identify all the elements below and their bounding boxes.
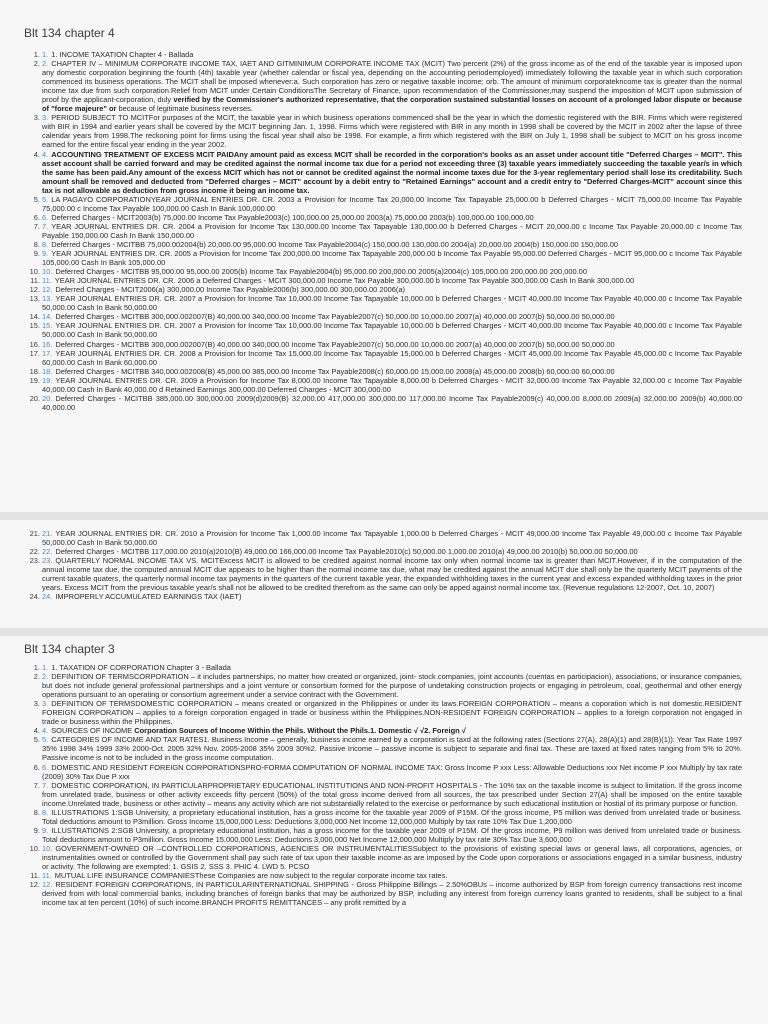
list-item [42, 113, 742, 149]
slide-link-number[interactable]: 14. [42, 312, 53, 322]
list-item [42, 340, 742, 349]
list-item [42, 321, 742, 339]
slide-link-number[interactable]: 9. [42, 825, 49, 835]
item-text: DEFINITION OF TERMSDOMESTIC CORPORATION – means created or organized in the Philippines or under its laws.FOREIGN CORPORATION – means a coporation which is not domestic.RESIDENT FOREIGN CORPORATION – applies to a foreign corporation engaged in trade or business within the Philippines.NON-RESIDENT FOREIGN CORPORATION – applies to a foreign corporation not engaged in trade or business within the Philippines. [42, 699, 742, 727]
slide-link-number[interactable]: 12. [42, 285, 53, 295]
document-title: Blt 134 chapter 3 [24, 642, 115, 656]
slide-text-list [26, 529, 742, 601]
item-tail-text: because of legitimate business reverses. [116, 104, 253, 114]
slide-link-number[interactable]: 10. [42, 267, 53, 277]
item-text: Deferred Charges - MCITBB 300,000.002007(B) 40,000.00 340,000.00 Income Tax Payable2007(c) 50,000.00 10,000.00 2007(a) 40,000.00 2007(b) 50,000.00 50,000.00 [55, 339, 615, 349]
item-text: Deferred Charges - MCITBB 95,000.00 95,000.00 2005(b) Income Tax Payable2004(b) 95,000.00 200,000.00 2005(a)2004(c) 105,000.00 200,000.00 200,000.00 [55, 267, 587, 277]
item-text: PERIOD SUBJECT TO MCITFor purposes of the MCIT, the taxable year in which business operations commenced shall be the year in which the domestic registered with the BIR. Firms which were registered with BIR in 1994 and earlier years shall be covered by the MCIT beginning Jan. 1, 1998. Firms which were registered with BIR in any month in 1998 shall be covered by the MCIT in 2002 after the lapse of three calendar years from 1998.The reckoning point for firms using the fiscal year shall also be 1998. For example, a firm which registered with the BIR on July 1, 1998 shall be subject to MCIT on his gross income earned for the entire fiscal year ending in the year 2002. [42, 113, 742, 150]
list-item [42, 349, 742, 367]
slide-link-number[interactable]: 13. [42, 294, 53, 304]
list-item [42, 249, 742, 267]
list-item [42, 808, 742, 826]
slide-link-number[interactable]: 17. [42, 348, 53, 358]
slide-link-number[interactable]: 8. [42, 807, 49, 817]
slide-link-number[interactable]: 2. [42, 59, 49, 69]
list-item [42, 195, 742, 213]
slide-link-number[interactable]: 4. [42, 726, 49, 736]
item-text: YEAR JOURNAL ENTRIES DR. CR. 2006 a Deferred Charges - MCIT 300,000.00 Income Tax Payable 300,000.00 b Income Tax Payable 300,000.00 Cash In Bank 300,000.00 [54, 276, 635, 286]
slide-link-number[interactable]: 20. [42, 393, 53, 403]
list-item [42, 826, 742, 844]
slide-link-number[interactable]: 21. [42, 529, 53, 538]
slide-link-number[interactable]: 24. [42, 592, 53, 602]
item-text: Deferred Charges - MCITBB 117,000.00 2010(a)2010(B) 49,000.00 166,000.00 Income Tax Payable2010(c) 50,000.00 1,000.00 2010(a) 49,000.00 2010(b) 50,000.00 50,000.00 [55, 547, 638, 557]
slide-link-number[interactable]: 8. [42, 239, 49, 249]
list-item [42, 592, 742, 601]
list-item [42, 699, 742, 726]
list-item [42, 213, 742, 222]
slide-link-number[interactable]: 5. [42, 735, 49, 745]
item-text: Deferred Charges - MCITBB 75,000.002004(b) 20,000.00 95,000.00 Income Tax Payable2004(c) 150,000.00 130,000.00 2004(a) 20,000.00 2004(b) 150,000.00 150,000.00 [51, 239, 618, 249]
list-item [42, 844, 742, 871]
slide-link-number[interactable]: 15. [42, 321, 53, 331]
slide-link-number[interactable]: 9. [42, 249, 49, 259]
list-item [42, 394, 742, 412]
slide-link-number[interactable]: 1. [42, 50, 49, 59]
slide-text-list [26, 50, 742, 412]
item-bold-text: Corporation Sources of Income Within the Phils. Without the Phils.1. Domestic √ √2. Foreign √ [134, 726, 466, 736]
item-text: DOMESTIC AND RESIDENT FOREIGN CORPORATIONSPRO-FORMA COMPUTATION OF NORMAL INCOME TAX: Gross Income P xxx Less: Allowable Deductions xxx Net income P xxx Multiply by tax rate (2009) 30% Tax Due P xxx [42, 762, 742, 781]
list-item [42, 781, 742, 808]
slide-link-number[interactable]: 3. [42, 113, 49, 123]
item-text: DOMESTIC CORPORATION, IN PARTICULARPROPRIETARY EDUCATIONAL INSTITUTIONS AND NON-PROFIT HOSPITALS - The 10% tax on the taxable income is subject to limitation. If the gross income from unrelated trade, business or other activity exceeds fifty percent (50%) of the total gross income derived from all sources, the tax prescribed under Section 27(A) shall be imposed on the entire taxable income.Unrelated trade, business or other activity – means any activity which are not substantially related to the exercise or performance by such educational institution or hostial of its primary purpose or function. [42, 780, 742, 808]
list-item [42, 50, 742, 59]
slide-link-number[interactable]: 12. [42, 880, 53, 890]
item-text: YEAR JOURNAL ENTRIES DR. CR. 2005 a Provision for Income Tax 200,000.00 Income Tax Tapayable 200,000.00 b Income Tax Payable 95,000.00 Deferred Charges - MCIT 95,000.00 c Income Tax Payable 105,000.00 Cash In Bank 105,000.00 [42, 249, 742, 268]
item-text: GOVERNMENT-OWNED OR –CONTROLLED CORPORATIONS, AGENCIES OR INSTRUMENTALITIESSubject to the provisions of existing special laws or general laws, all corporations, agencies, or instrumentalities owned or controlled by the Government shall pay such rate of tax upon their taxable income as are imposed by the Code upon corporations or associations engaged in a similar business, industry or activity. The following are exempted: 1. GSIS 2. SSS 3. PHIC 4. LWD 5. PCSO [42, 843, 742, 872]
item-text: YEAR JOURNAL ENTRIES DR. CR. 2004 a Provision for Income Tax 130,000.00 Income Tax Tapayable 130,000.00 b Deferred Charges - MCIT 20,000.00 c Income Tax Payable 20,000.00 c Income Tax Payable 150,000.00 Cash In Bank 150,000.00 [42, 221, 742, 240]
list-item [42, 267, 742, 276]
item-text: Deferred Charges - MCIT2006(a) 300,000.00 Income Tax Payable2006(b) 300,000.00 300,000.00 2006(a) [55, 285, 405, 295]
item-text: IMPROPERLY ACCUMULATED EARNINGS TAX (IAET) [55, 592, 242, 602]
slide-link-number[interactable]: 4. [42, 149, 49, 159]
list-item [42, 150, 742, 195]
item-text: ILLUSTRATIONS 1:SGB University, a proprietary educational institution, has a gross income for the taxable year 2009 of P15M. Of the gross income, P5 million was derived from unrelated trade or business. Total deductions amount to P3million. Gross Income 15,000,000 Less: Deductions 3,000,000 Net Income 12,000,000 Multiply by tax rate 10% Tax Due 1,200,000 [42, 807, 742, 826]
item-text: SOURCES OF INCOME [51, 726, 135, 736]
list-item [42, 276, 742, 285]
item-text: QUARTERLY NORMAL INCOME TAX VS. MCITExcess MCIT is allowed to be credited against normal income tax only when normal income tax is greater than MCIT.However, if in the computation of the annual income tax due, the computed annual MCIT due appears to be higher than the normal income tax due, what may be credited against the annual MCIT due shall only be the quarterly MCIT payments of the current taxable quaters, the quarterly normal income tax payments in the quarters of the current taxable year, the expanded withholding taxes in the current year and excess expanded withholding taxes in the prior years. Excess MCIT from the previous taxable year/s shall not be allowed to be credited therefrom as the same can only be apped against normal income tax. (Revenue regulations 12-2007, Oct. 10, 2007) [42, 556, 742, 593]
item-text: YEAR JOURNAL ENTRIES DR. CR. 2007 a Provision for Income Tax 10,000.00 Income Tax Tapayable 10,000.00 b Deferred Charges - MCIT 40,000.00 Income Tax Payable 40,000.00 c Income Tax Payable 50,000.00 Cash In Bank 50,000.00 [42, 294, 742, 313]
item-text: YEAR JOURNAL ENTRIES DR. CR. 2009 a Provision for Income Tax 8,000.00 Income Tax Tapayable 8,000.00 b Deferred Charges - MCIT 32,000.00 Income Tax Payable 32,000.00 c Income Tax Payable 40,000.00 Cash In Bank 40,000.00 d Retained Earnings 300,000.00 Deferred Charges - MCIT 300,000.00 [42, 375, 742, 394]
list-item [42, 726, 742, 735]
item-bold-text: verified by the Commissioner's authorized representative, that the corporation sustained substantial losses on account of a prolonged labor dispute or because of "force majeure" or [42, 95, 742, 114]
item-text: CHAPTER IV – MINIMUM CORPORATE INCOME TAX, IAET AND GITMINIMUM CORPORATE INCOME TAX (MCIT) Two percent (2%) of the gross income as of the end of the taxable year is imposed upon any domestic corporation beginning the fourth (4th) taxable year (whether calendar or fiscal yea, depending on the accounting periodemployed) immediately following the taxable year in which such corporation commenced its business operations. The MCIT shall be imposed whenever:a. Such corporation has zero or negative taxable income; orb. The amount of minimum corporatekncome tax is greater than the normal income tax due from such corporation.Relief from MCIT under Certain ConditionsThe Secretary of Finance, upon recommendation of the Commissioner,may suspend the imposition of MCIT upon submission of proof by the applicant-corporation, duly [42, 59, 742, 105]
item-text: ILLUSTRATIONS 2:SGB University, a proprietary educational institution, has a gross income for the taxable year 2009 of P15M. Of the gross income, P9 million was derived from unrelated trade or business. Total deductions amount to P3million. Gross Income 15,000,000 Less: Deductions 3,000,000 Net Income 12,000,000 Multiply by tax rate 30% Tax Due 3,600,000 [42, 825, 742, 844]
list-item [42, 529, 742, 547]
item-text: YEAR JOURNAL ENTRIES DR. CR. 2010 a Provision for Income Tax 1,000.00 Income Tax Tapayable 1,000.00 b Deferred Charges - MCIT 49,000.00 Income Tax Payable 49,000.00 c Income Tax Payable 50,000.00 Cash In Bank 50,000.00 [42, 529, 742, 548]
slide-link-number[interactable]: 7. [42, 780, 49, 790]
slide-link-number[interactable]: 19. [42, 375, 53, 385]
item-text: LA PAGAYO CORPORATIONYEAR JOURNAL ENTRIES DR. CR. 2003 a Provision for Income Tax 20,000.00 Income Tax Tapayable 25,000.00 b Deferred Charges - MCIT 75,000.00 Income Tax Payable 75,000.00 c Income Tax Payable 100,000.00 Cash In Bank 100,000.00 [42, 194, 742, 213]
list-item [42, 367, 742, 376]
item-text: MUTUAL LIFE INSURANCE COMPANIESThese Companies are now subject to the regular corporate income tax rates. [54, 871, 448, 881]
slide-link-number[interactable]: 11. [42, 276, 52, 286]
slide-link-number[interactable]: 18. [42, 366, 53, 376]
list-item [42, 880, 742, 907]
slide-link-number[interactable]: 22. [42, 547, 53, 557]
item-text: Deferred Charges - MCITBB 300,000.002007(B) 40,000.00 340,000.00 Income Tax Payable2007(c) 50,000.00 10,000.00 2007(a) 40,000.00 2007(b) 50,000.00 50,000.00 [55, 312, 615, 322]
list-item [42, 376, 742, 394]
item-text: Deferred Charges - MCITBB 340,000.002008(B) 45,000.00 385,000.00 Income Tax Payable2008(c) 60,000.00 15,000.00 2008(a) 45,000.00 2008(b) 60,000.00 60,000.00 [55, 366, 615, 376]
item-text: Deferred Charges - MCIT2003(b) 75,000.00 Income Tax Payable2003(c) 100,000.00 25,000.00 2003(a) 75,000.00 2003(b) 100,000.00 100,000.00 [51, 212, 534, 222]
list-item [42, 663, 742, 672]
list-item [42, 547, 742, 556]
slide-link-number[interactable]: 11. [42, 871, 52, 881]
list-item [42, 763, 742, 781]
list-item [42, 222, 742, 240]
document-page-3 [0, 636, 768, 1024]
slide-link-number[interactable]: 6. [42, 762, 49, 772]
item-text: RESIDENT FOREIGN CORPORATIONS, IN PARTICULARINTERNATIONAL SHIPPING - Gross Philippine Billings – 2.50%OBUs – income authorized by BSP from foreign currency transactions rest income derived from with local commercial banks, including branches of foreign banks that may be authorized by BSP, including any interest from foreign currency loans granted to residents, shall be subject to a final income tax at ten percent (10%) of such income.BRANCH PROFITS REMITTANCES – any profit remitted by a [42, 880, 742, 908]
list-item [42, 735, 742, 762]
item-text: YEAR JOURNAL ENTRIES DR. CR. 2007 a Provision for Income Tax 10,000.00 Income Tax Tapayable 10,000.00 b Deferred Charges - MCIT 40,000.00 Income Tax Payable 40,000.00 c Income Tax Payable 50,000.00 Cash In Bank 50,000.00 [42, 321, 742, 340]
slide-link-number[interactable]: 7. [42, 221, 49, 231]
list-item [42, 312, 742, 321]
item-text: Deferred Charges - MCITBB 385,000.00 300,000.00 2009(d)2009(B) 32,000.00 417,000.00 300,000.00 117,000.00 Income Tax Payable2009(c) 40,000.00 8,000.00 2009(a) 32,000.00 2009(b) 40,000.00 40,000.00 [42, 393, 742, 412]
item-text: 1. TAXATION OF CORPORATION Chapter 3 - Ballada [51, 663, 231, 672]
list-item [42, 240, 742, 249]
list-item [42, 871, 742, 880]
slide-text-list [26, 663, 742, 907]
document-title: Blt 134 chapter 4 [24, 26, 115, 40]
slide-link-number[interactable]: 2. [42, 672, 49, 682]
list-item [42, 285, 742, 294]
slide-link-number[interactable]: 5. [42, 194, 49, 204]
slide-link-number[interactable]: 16. [42, 339, 53, 349]
list-item [42, 59, 742, 113]
item-text: DEFINITION OF TERMSCORPORATION – it includes partnerships, no matter how created or organized, joint- stock companies, joint accounts (cuentas en participacion), associations, or insurance companies, but does not include general professional partnerships and a joint venture or consortium formed for the purpose of undetaking construction projects or engaging in petroleum, coal, geothermal and other energy operations pursuant to an operating or consortium agreement under a service contract with the Government. [42, 672, 742, 700]
item-text: CATEGORIES OF INCOME AND TAX RATES1. Business Income – generally, business income earned by a corporation is taxd at the following rates (Sections 27(A), 28(A)(1) and 28(B)(1)): Year Tax Rate 1997 35% 1998 34% 1999 33% 2000-Oct. 2005 32% Nov. 2005-2008 35% 2009 30%2. Passive Income – passive income is subject to separate and final tax. These are taxed at fixed rates ranging from 5% to 20%. Passive income is not to be included in the gross income computation. [42, 735, 742, 763]
slide-link-number[interactable]: 6. [42, 212, 49, 222]
slide-link-number[interactable]: 10. [42, 843, 53, 853]
list-item [42, 294, 742, 312]
list-item [42, 672, 742, 699]
slide-link-number[interactable]: 1. [42, 663, 49, 672]
slide-link-number[interactable]: 23. [42, 556, 53, 566]
item-text: YEAR JOURNAL ENTRIES DR. CR. 2008 a Provision for Income Tax 15,000.00 Income Tax Tapayable 15,000.00 b Deferred Charges - MCIT 45,000.00 Income Tax Payable 45,000.00 c Income Tax Payable 60,000.00 Cash In Bank 60,000.00 [42, 348, 742, 367]
list-item [42, 556, 742, 592]
document-page-2 [0, 520, 768, 628]
item-text: 1. INCOME TAXATION Chapter 4 - Ballada [51, 50, 194, 59]
item-bold-text: ACCOUNTING TREATMENT OF EXCESS MCIT PAIDAny amount paid as excess MCIT shall be recorded in the corporation's books as an asset under account title "Deferred Charges – MCIT". This asset account shall be carried forward and may be credited against the normal income tax due for a period not exceeding three (3) taxable years immediately succeeding the taxable year/s in which the same has been paid.Any amount of the excess MCIT which has not or cannot be credited against the normal income taxes due for the 3-year reglementary period shall lose its creditability. Such amount shall be removed and deducted from "Deferred charges – MCIT" account by a debit entry to "Retained Earnings" account and a credit entry to "Deferred Charges-MCIT" account since this tax is not allowable as deduction from gross income it being an income tax. [42, 149, 742, 195]
slide-link-number[interactable]: 3. [42, 699, 49, 709]
